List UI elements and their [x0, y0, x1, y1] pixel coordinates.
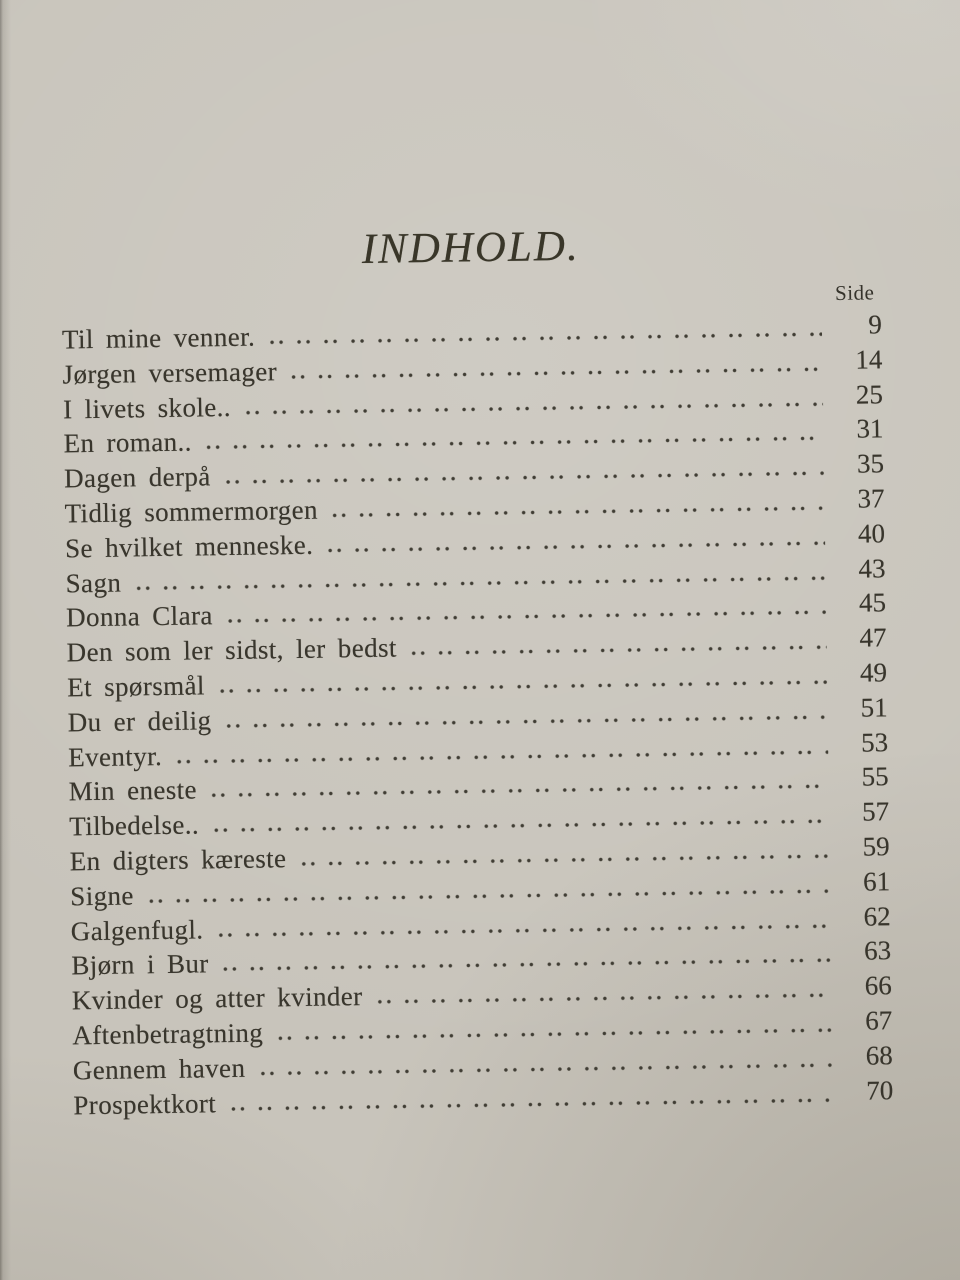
toc-entry-page-number: 45 [858, 587, 887, 619]
dot-leader [217, 923, 830, 938]
toc-entry-title: Galgenfugl. [70, 913, 204, 946]
dot-leader [219, 679, 827, 694]
dot-leader [300, 853, 829, 867]
dot-leader [327, 540, 825, 553]
dot-leader [223, 957, 832, 972]
toc-list [61, 309, 894, 1124]
toc-entry-page-number: 70 [866, 1074, 894, 1106]
toc-entry-title: Jørgen versemager [62, 356, 278, 390]
toc-entry-title: Se hvilket menneske. [64, 529, 314, 564]
toc-entry-page-number: 61 [862, 865, 891, 897]
toc-entry-page-number: 63 [863, 935, 892, 966]
toc-entry-page-number: 62 [863, 900, 891, 932]
toc-entry-title: Dagen derpå [63, 461, 211, 494]
dot-leader [225, 714, 827, 729]
toc-entry-page-number: 49 [859, 657, 888, 688]
toc-entry-title: Til mine venner. [61, 321, 256, 355]
toc-entry-title: Eventyr. [67, 740, 163, 772]
toc-entry-title: Prospektkort [73, 1087, 217, 1120]
dot-leader [332, 505, 825, 518]
toc-entry-title: En digters kæreste [69, 843, 287, 877]
dot-leader [269, 331, 822, 345]
dot-leader [227, 610, 826, 625]
toc-entry-page-number: 51 [860, 692, 888, 723]
toc-entry-page-number: 66 [864, 970, 892, 1001]
toc-entry-title: Sagn [65, 567, 122, 598]
dot-leader [176, 749, 828, 765]
toc-entry-title: Tidlig sommermorgen [64, 494, 319, 529]
toc-entry-page-number: 14 [855, 344, 883, 375]
toc-entry-page-number: 53 [860, 726, 889, 758]
toc-entry-page-number: 35 [856, 448, 885, 479]
toc-entry-page-number: 68 [865, 1039, 893, 1071]
toc-entry-title: Signe [70, 880, 135, 912]
dot-leader [211, 783, 829, 798]
toc-entry-title: I livets skole.. [62, 391, 232, 425]
toc-entry-title: Du er deilig [67, 705, 212, 738]
dot-leader [291, 366, 823, 380]
toc-entry-title: Min eneste [68, 774, 198, 807]
dot-leader [206, 436, 824, 451]
dot-leader [377, 992, 832, 1005]
dot-leader [411, 644, 827, 656]
dot-leader [245, 401, 823, 416]
dot-leader [135, 575, 825, 591]
toc-entry-page-number: 57 [861, 796, 890, 827]
toc-entry-page-number: 40 [857, 518, 886, 549]
toc-entry-title: Donna Clara [65, 600, 213, 633]
dot-leader [148, 888, 830, 904]
dot-leader [259, 1062, 833, 1077]
dot-leader [230, 1097, 833, 1112]
toc-entry-title: Aftenbetragtning [72, 1017, 264, 1051]
toc-entry-page-number: 31 [856, 413, 884, 445]
toc-entry-title: En roman.. [63, 426, 193, 459]
toc-entry-page-number: 67 [864, 1005, 893, 1036]
toc-entry-page-number: 55 [861, 761, 889, 792]
toc-entry-page-number: 25 [855, 378, 884, 410]
toc-entry-title: Et spørsmål [66, 670, 206, 703]
page-title: INDHOLD. [361, 222, 580, 273]
dot-leader [277, 1027, 832, 1041]
page-number-column-header: Side [834, 280, 875, 305]
toc-entry-title: Den som ler sidst, ler bedst [66, 632, 398, 668]
dot-leader [213, 818, 829, 833]
dot-leader [225, 470, 824, 485]
toc-entry-title: Kvinder og atter kvinder [71, 981, 363, 1016]
toc-entry-page-number: 9 [868, 309, 883, 340]
toc-entry-page-number: 59 [862, 831, 890, 862]
toc-entry-title: Gennem haven [72, 1052, 246, 1086]
toc-entry-title: Bjørn i Bur [71, 948, 209, 981]
toc-entry-title: Tilbedelse.. [69, 809, 200, 842]
toc-entry-page-number: 43 [858, 552, 886, 584]
toc-entry-page-number: 37 [857, 483, 885, 514]
table-of-contents [60, 216, 893, 1124]
toc-entry-page-number: 47 [859, 622, 887, 653]
